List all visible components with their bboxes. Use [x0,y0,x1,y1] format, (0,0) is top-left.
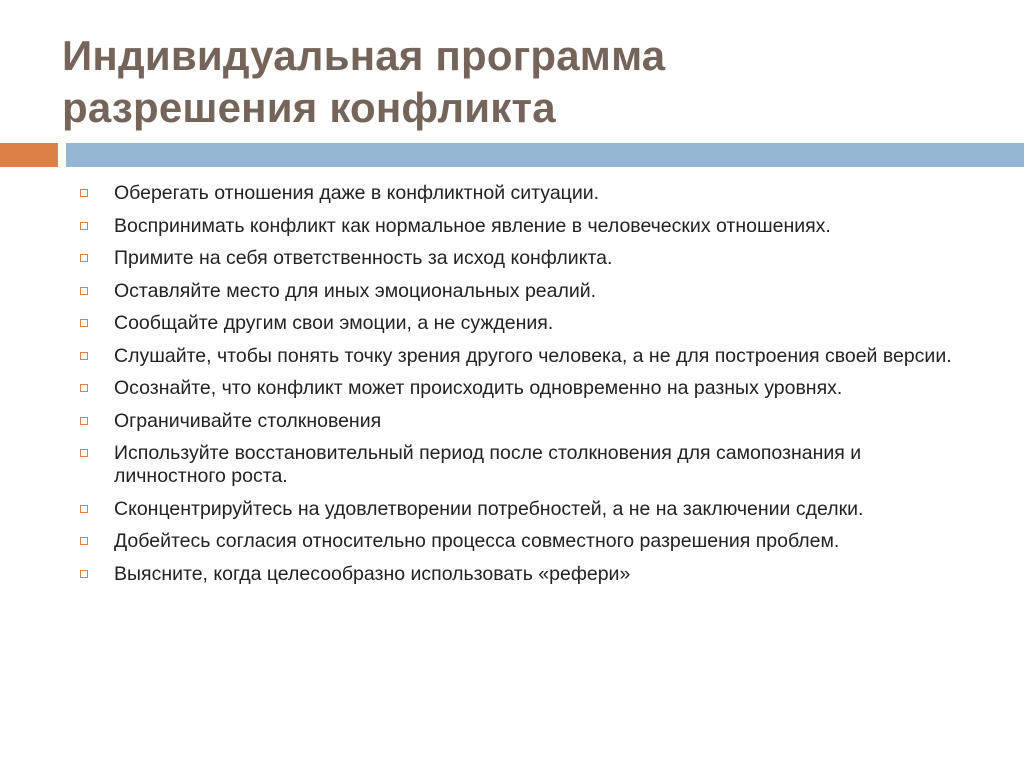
list-item [78,530,978,553]
list-item-text: Сообщайте другим свои эмоции, а не суждения. [114,312,554,334]
list-item [78,312,978,335]
bullet-list [78,182,978,595]
list-item [78,247,978,270]
list-item-text: Осознайте, что конфликт может происходить одновременно на разных уровнях. [114,377,843,399]
list-item-text: Добейтесь согласия относительно процесса совместного разрешения проблем. [114,530,840,552]
hollow-square-icon [80,505,88,513]
list-item [78,345,978,368]
hollow-square-icon [80,417,88,425]
slide-title-line-2: разрешения конфликта [62,84,556,131]
list-item-text: Слушайте, чтобы понять точку зрения другого человека, а не для построения своей версии. [114,344,952,367]
list-item-text: Ограничивайте столкновения [114,409,382,432]
list-item-text: Оберегать отношения даже в конфликтной ситуации. [114,182,600,204]
hollow-square-icon [80,537,88,545]
hollow-square-icon [80,449,88,457]
list-item [78,377,978,400]
list-item-text: Выясните, когда целесообразно использовать «рефери» [114,562,631,585]
hollow-square-icon [80,189,88,197]
accent-bar-blue [66,143,1024,167]
list-item [78,498,978,521]
slide-title-line-1: Индивидуальная программа [62,32,666,79]
list-item-text: Сконцентрируйтесь на удовлетворении потребностей, а не на заключении сделки. [114,497,864,520]
hollow-square-icon [80,384,88,392]
list-item-text: Воспринимать конфликт как нормальное явление в человеческих отношениях. [114,214,831,237]
hollow-square-icon [80,222,88,230]
list-item [78,442,978,488]
list-item-text: Примите на себя ответственность за исход конфликта. [114,247,613,269]
list-item [78,280,978,303]
list-item-text: Используйте восстановительный период после столкновения для самопознания и личностного роста. [114,442,862,487]
hollow-square-icon [80,570,88,578]
slide-title [62,30,1002,134]
accent-bar-orange [0,143,58,167]
list-item [78,410,978,433]
hollow-square-icon [80,254,88,262]
hollow-square-icon [80,287,88,295]
hollow-square-icon [80,319,88,327]
hollow-square-icon [80,352,88,360]
list-item-text: Оставляйте место для иных эмоциональных реалий. [114,279,597,302]
list-item [78,215,978,238]
list-item [78,182,978,205]
list-item [78,563,978,586]
